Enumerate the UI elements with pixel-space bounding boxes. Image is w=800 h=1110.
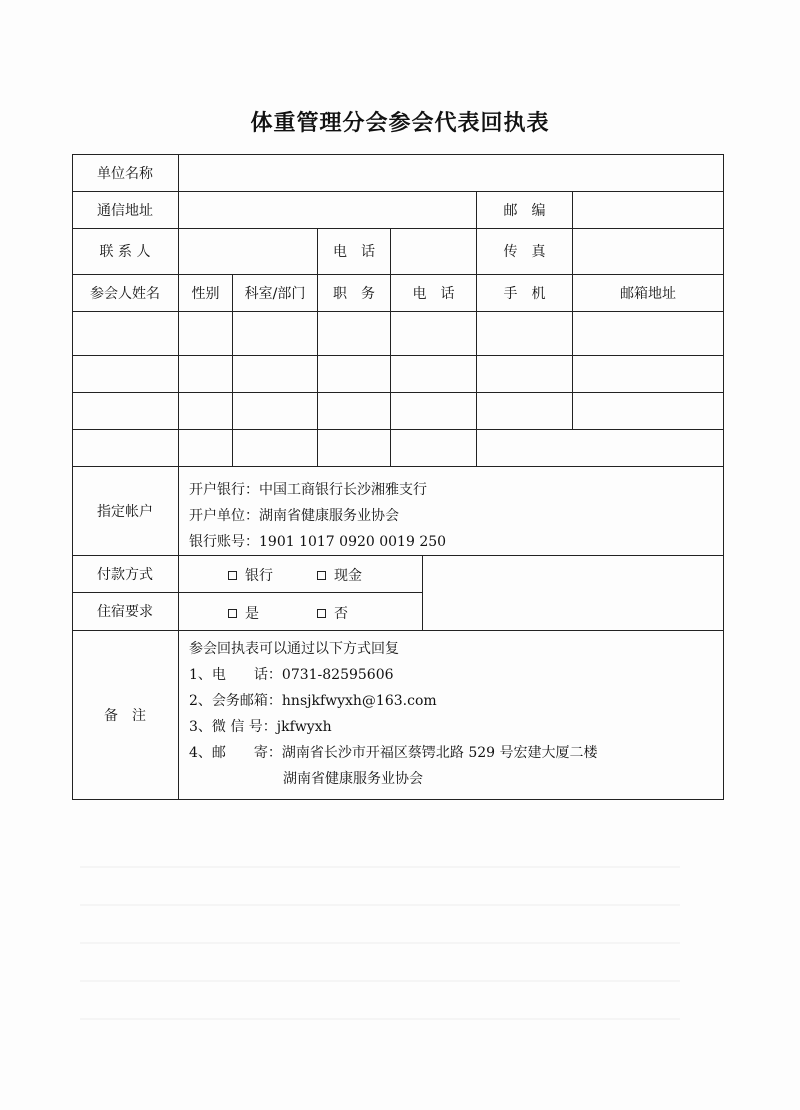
- account-number: 银行账号：1901 1017 0920 0019 250: [189, 534, 447, 550]
- header-phone: 电 话: [412, 285, 455, 302]
- notes-mail-org: 湖南省健康服务业协会: [283, 771, 423, 787]
- payment-option-bank-label: 银行: [245, 568, 273, 584]
- fax-label: 传 真: [503, 244, 546, 260]
- address-label: 通信地址: [97, 202, 153, 219]
- notes-phone: 1、电 话：0731-82595606: [189, 667, 394, 683]
- postcode-field[interactable]: [573, 191, 723, 228]
- checkbox-icon[interactable]: [317, 571, 326, 580]
- notes-intro: 参会回执表可以通过以下方式回复: [189, 641, 399, 657]
- contact-label: 联 系 人: [99, 244, 151, 260]
- phone-label: 电 话: [333, 244, 375, 260]
- account-holder: 开户单位：湖南省健康服务业协会: [189, 508, 399, 524]
- account-bank: 开户银行：中国工商银行长沙湘雅支行: [189, 482, 427, 498]
- account-label: 指定帐户: [97, 503, 153, 520]
- phone-field[interactable]: [391, 228, 476, 274]
- payment-label: 付款方式: [97, 566, 153, 583]
- header-mobile: 手 机: [503, 285, 546, 302]
- lodging-option-no[interactable]: [317, 603, 348, 623]
- notes-wechat: 3、微 信 号：jkfwyxh: [189, 719, 332, 735]
- postcode-label: 邮 编: [503, 202, 546, 219]
- checkbox-icon[interactable]: [228, 609, 237, 618]
- header-position: 职 务: [333, 285, 375, 302]
- header-gender: 性别: [191, 285, 220, 302]
- form-title: 体重管理分会参会代表回执表: [250, 111, 550, 136]
- notes-email: 2、会务邮箱：hnsjkfwyxh@163.com: [189, 693, 437, 709]
- scan-bleed-through: [80, 830, 680, 1030]
- address-field[interactable]: [179, 191, 476, 228]
- attendee-row[interactable]: [73, 356, 723, 392]
- table-border-bottom: [72, 799, 724, 800]
- attendee-row[interactable]: [73, 393, 723, 429]
- notes-mail-address: 4、邮 寄：湖南省长沙市开福区蔡锷北路 529 号宏建大厦二楼: [189, 745, 598, 761]
- col-divider: [422, 555, 423, 630]
- payment-option-bank[interactable]: [228, 565, 273, 585]
- attendee-row[interactable]: [73, 312, 723, 355]
- unit-name-field[interactable]: [179, 154, 723, 191]
- attendee-row[interactable]: [73, 430, 723, 466]
- header-email: 邮箱地址: [620, 285, 676, 302]
- checkbox-icon[interactable]: [317, 609, 326, 618]
- table-border-right: [723, 154, 724, 800]
- unit-name-label: 单位名称: [97, 165, 153, 182]
- header-attendee-name: 参会人姓名: [90, 285, 160, 302]
- lodging-option-yes[interactable]: [228, 603, 259, 623]
- header-department: 科室/部门: [244, 285, 306, 302]
- payment-option-cash-label: 现金: [334, 568, 362, 584]
- payment-option-cash[interactable]: [317, 565, 362, 585]
- lodging-label: 住宿要求: [97, 604, 153, 620]
- contact-field[interactable]: [179, 228, 317, 274]
- registration-form-table: [72, 154, 724, 800]
- checkbox-icon[interactable]: [228, 571, 237, 580]
- lodging-option-yes-label: 是: [245, 606, 259, 622]
- notes-label: 备 注: [104, 707, 146, 724]
- lodging-option-no-label: 否: [334, 606, 348, 622]
- fax-field[interactable]: [573, 228, 723, 274]
